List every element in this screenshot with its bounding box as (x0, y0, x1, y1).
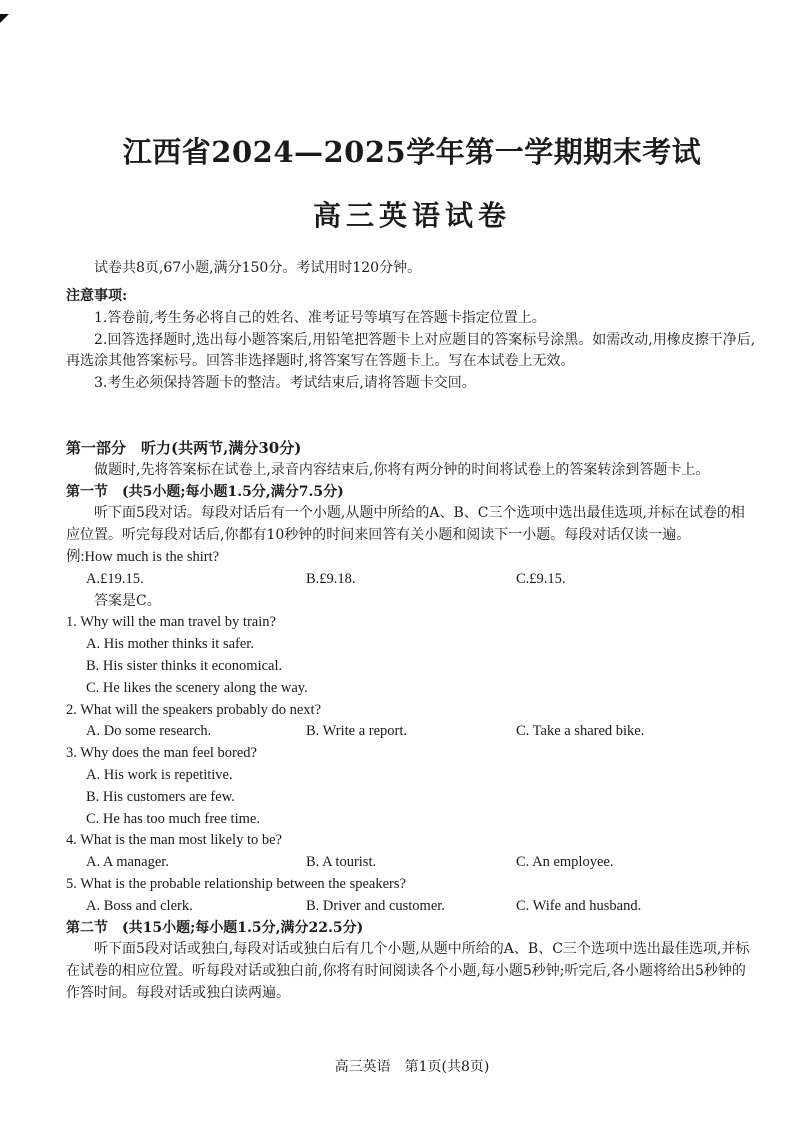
option: B. Driver and customer. (306, 897, 445, 914)
scan-corner-mark (0, 14, 9, 23)
options-row (66, 896, 758, 918)
exam-title: 江西省2024—2025学年第一学期期末考试 (122, 135, 702, 169)
example-question: 例:How much is the shirt? (66, 548, 220, 565)
option: C. He has too much free time. (86, 810, 260, 827)
option: B. His sister thinks it economical. (86, 657, 283, 674)
question-stem: 3. Why does the man feel bored? (66, 745, 257, 762)
option: C. Take a shared bike. (516, 723, 645, 740)
option: C.£9.15. (516, 570, 566, 587)
option: C. Wife and husband. (516, 897, 642, 914)
option: A. His work is repetitive. (86, 766, 233, 783)
question-stem: 1. Why will the man travel by train? (66, 614, 276, 631)
note-item-3: 3.考生必须保持答题卡的整洁。考试结束后,请将答题卡交回。 (94, 375, 476, 392)
example-options (66, 569, 758, 591)
option: B. Write a report. (306, 723, 408, 740)
notes-section (66, 286, 758, 395)
example-answer: 答案是C。 (94, 592, 161, 609)
note-item-1: 1.答卷前,考生务必将自己的姓名、准考证号等填写在答题卡指定位置上。 (94, 309, 546, 326)
question-stem: 5. What is the probable relationship between the speakers? (66, 875, 406, 892)
question-stem: 4. What is the man most likely to be? (66, 832, 282, 849)
page-footer: 高三英语 第1页(共8页) (334, 1059, 490, 1075)
option: A. Do some research. (86, 723, 212, 740)
option: C. An employee. (516, 854, 614, 871)
options-row (66, 721, 758, 743)
part1-section (66, 438, 758, 1005)
section1-instruction: 听下面5段对话。每段对话后有一个小题,从题中所给的A、B、C三个选项中选出最佳选项,并标在试卷的相应位置。听完每段对话后,你都有10秒钟的时间来回答有关小题和阅读下一小题。每段对话仅读一遍。 (66, 505, 745, 544)
option: A.£19.15. (86, 570, 144, 587)
section2-heading: 第二节 (共15小题;每小题1.5分,满分22.5分) (66, 919, 364, 936)
option: B. A tourist. (306, 854, 377, 871)
section2-instruction: 听下面5段对话或独白,每段对话或独白后有几个小题,从题中所给的A、B、C三个选项中选出最佳选项,并标在试卷的相应位置。听每段对话或独白前,你将有时间阅读各个小题,每小题5秒钟;听完后,各小题将给出5秒钟的作答时间。每段对话或独白读两遍。 (66, 941, 750, 1001)
note-item-2: 2.回答选择题时,选出每小题答案后,用铅笔把答题卡上对应题目的答案标号涂黑。如需改动,用橡皮擦干净后,再选涂其他答案标号。回答非选择题时,将答案写在答题卡上。写在本试卷上无效。 (66, 331, 756, 370)
part1-instruction: 做题时,先将答案标在试卷上,录音内容结束后,你将有两分钟的时间将试卷上的答案转涂到答题卡上。 (94, 461, 710, 478)
options-row (66, 852, 758, 874)
question-stem: 2. What will the speakers probably do next? (66, 701, 322, 718)
option: B.£9.18. (306, 570, 356, 587)
option: A. Boss and clerk. (86, 897, 193, 914)
exam-intro: 试卷共8页,67小题,满分150分。考试用时120分钟。 (94, 260, 422, 276)
part1-heading: 第一部分 听力(共两节,满分30分) (66, 439, 302, 457)
option: A. A manager. (86, 854, 169, 871)
section1-heading: 第一节 (共5小题;每小题1.5分,满分7.5分) (66, 483, 344, 500)
notes-heading: 注意事项: (66, 288, 128, 304)
option: B. His customers are few. (86, 788, 235, 805)
exam-subtitle: 高三英语试卷 (312, 199, 511, 232)
option: A. His mother thinks it safer. (86, 636, 254, 653)
option: C. He likes the scenery along the way. (86, 679, 308, 696)
